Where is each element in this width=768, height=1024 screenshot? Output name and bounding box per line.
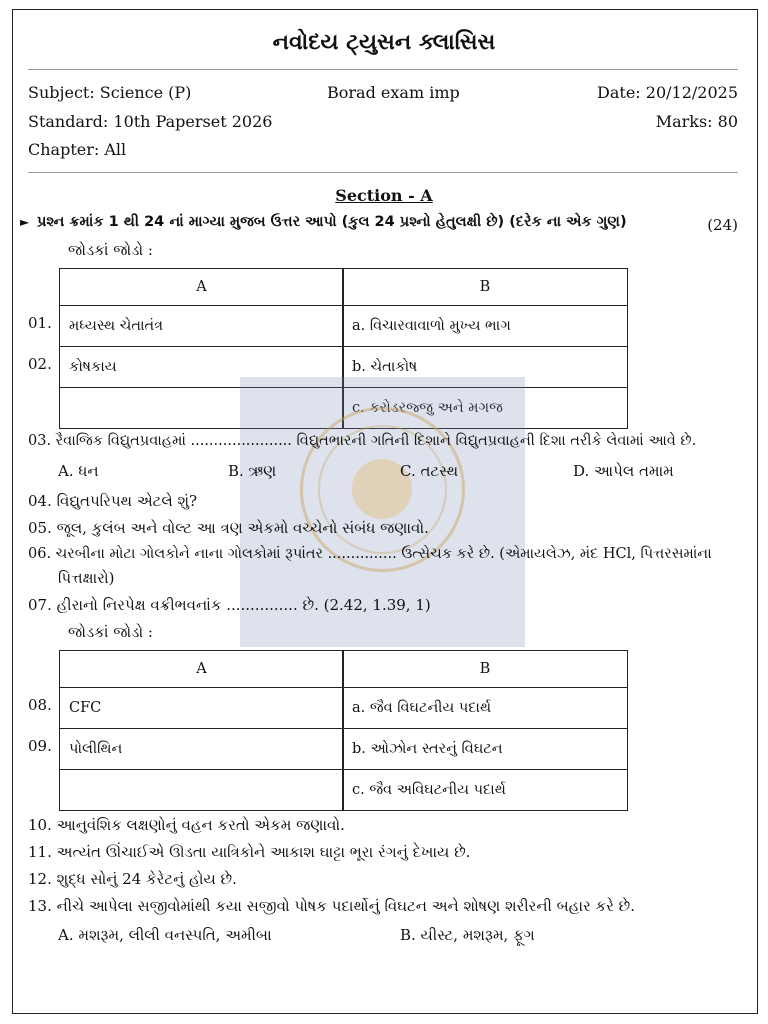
question-text: 13. નીચે આપેલા સજીવોમાંથી કયા સજીવો પોષક પદાર્થોનું વિઘટન અને શોષણ શરીરની બહાર કરે છે. [28,897,636,915]
question-text: 10. આનુવંશિક લક્ષણોનું વહન કરતો એકમ જણાવો. [28,816,345,834]
match-cell-b: a. જૈવ વિઘટનીય પદાર્થ [342,687,628,729]
option-a: A. મશરૂમ, લીલી વનસ્પતિ, અમીબા [58,926,272,944]
subject-label: Subject: Science (P) [28,83,192,102]
match-cell-b: b. ઓઝોન સ્તરનું વિઘટન [342,728,628,770]
section-marks: (24) [707,216,738,234]
match-cell-b: a. વિચારવાવાળો મુખ્ય ભાગ [342,305,628,347]
option-b: B. ઋણ [228,462,277,480]
question-text: 07. હીરાનો નિરપેક્ષ વક્રીભવનાંક ............... છે. (2.42, 1.39, 1) [28,596,431,614]
option-d: D. આપેલ તમામ [573,462,674,480]
chapter-label: Chapter: All [28,140,127,159]
question-text: 12. શુદ્ધ સોનું 24 કેરેટનું હોય છે. [28,870,237,888]
question-text: 06. ચરબીના મોટા ગોલકોને નાના ગોલકોમાં રૂપાંતર ............... ઉત્સેચક કરે છે. (એમાયલેઝ, મંદ HCl, પિત્તરસમાંના [28,546,712,562]
question-text: 11. અત્યંત ઊંચાઈએ ઊડતા યાત્રિકોને આકાશ ઘાટ્ટા ભૂરા રંગનું દેખાય છે. [28,843,471,861]
section-title: Section - A [335,186,433,205]
match-label: જોડકાં જોડો : [68,623,153,641]
question-text: 03. રૈવાજિક વિદ્યુતપ્રવાહમાં ...................... વિદ્યુતભારની ગતિની દિશાને વિદ્યુતપ્રવાહની દિશા તરીકે લેવામાં આવે છે. [28,433,697,449]
bullet-arrow-icon: ► [20,215,30,229]
match-cell-a: પોલીથિન [59,728,344,770]
page-title: નવોદય ટ્યુસન ક્લાસિસ [272,30,496,55]
match-header-a: A [59,268,344,306]
question-text: 05. જૂલ, કુલંબ અને વોલ્ટ આ ત્રણ એકમો વચ્ચેનો સંબંધ જણાવો. [28,519,429,537]
section-instruction: પ્રશ્ન ક્રમાંક 1 થી 24 નાં માગ્યા મુજબ ઉત્તર આપો (કુલ 24 પ્રશ્નો હેતુલક્ષી છે) (દરેક ના એક ગુણ) [37,214,627,230]
meta-divider [28,172,738,173]
match-header-b: B [342,650,628,688]
question-number: 09. [28,737,52,755]
standard-label: Standard: 10th Paperset 2026 [28,112,273,131]
match-header-a: A [59,650,344,688]
match-label: જોડકાં જોડો : [68,241,153,259]
question-text-continued: પિત્તક્ષારો) [58,569,115,587]
marks-label: Marks: 80 [655,112,738,131]
exam-label: Borad exam imp [327,83,460,102]
question-number: 01. [28,314,52,332]
date-label: Date: 20/12/2025 [597,83,738,102]
match-cell-b: b. ચેતાકોષ [342,346,628,388]
match-cell-b: c. જૈવ અવિઘટનીય પદાર્થ [342,769,628,811]
match-cell-a: CFC [59,687,344,729]
question-number: 02. [28,355,52,373]
match-cell-a: મધ્યસ્થ ચેતાતંત્ર [59,305,344,347]
match-cell-a: કોષકાય [59,346,344,388]
question-number: 08. [28,696,52,714]
match-header-b: B [342,268,628,306]
option-c: C. તટસ્થ [400,462,459,480]
match-cell-a [59,769,344,811]
header-divider [28,69,738,70]
option-b: B. યીસ્ટ, મશરૂમ, ફૂગ [400,926,535,944]
match-cell-b: c. કરોડરજ્જુ અને મગજ [342,387,628,429]
option-a: A. ધન [58,462,99,480]
question-text: 04. વિદ્યુતપરિપથ એટલે શું? [28,492,198,510]
